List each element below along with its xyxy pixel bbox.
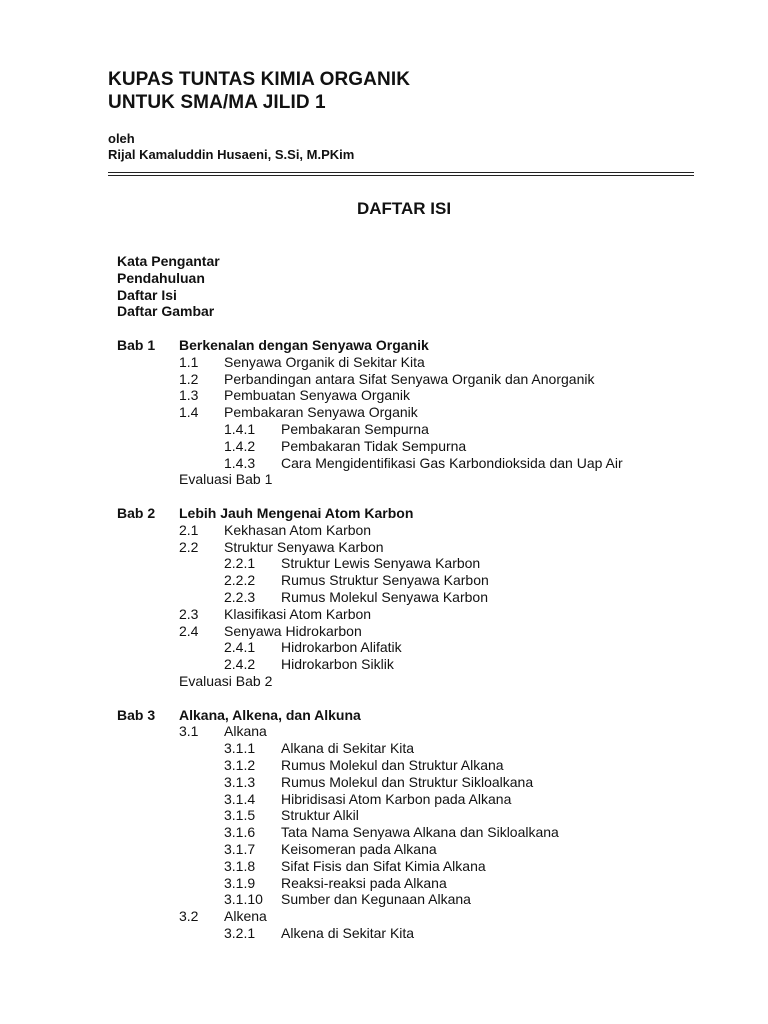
toc-entry-number: 3.1.3 xyxy=(224,773,256,790)
book-title-line-1: KUPAS TUNTAS KIMIA ORGANIK xyxy=(108,69,411,90)
toc-entry-number: 2.2.1 xyxy=(224,555,256,572)
toc-entry-number: 1.1 xyxy=(179,353,199,370)
toc-entry-number: 1.3 xyxy=(179,387,199,404)
toc-entry-title: Senyawa Hidrokarbon xyxy=(224,622,362,639)
front-matter-item[interactable]: Daftar Gambar xyxy=(117,303,215,320)
toc-entry-number: 2.4 xyxy=(179,622,199,639)
toc-entry-title: Lebih Jauh Mengenai Atom Karbon xyxy=(179,504,414,521)
toc-entry-number: 1.2 xyxy=(179,370,199,387)
toc-entry-number: 3.1.1 xyxy=(224,740,256,757)
toc-entry-number: 2.2 xyxy=(179,538,199,555)
page-heading: DAFTAR ISI xyxy=(356,199,452,218)
toc-entry-title: Alkena xyxy=(224,908,267,925)
toc-entry-number: 2.4.1 xyxy=(224,639,256,656)
toc-entry-title: Pembuatan Senyawa Organik xyxy=(224,387,410,404)
book-title-line-2: UNTUK SMA/MA JILID 1 xyxy=(108,92,326,113)
toc-entry-number: Bab 1 xyxy=(117,337,156,353)
toc-entry-title: Struktur Senyawa Karbon xyxy=(224,538,384,555)
toc-entry-title: Struktur Alkil xyxy=(281,807,359,824)
by-label: oleh xyxy=(108,131,135,146)
front-matter-item[interactable]: Kata Pengantar xyxy=(117,253,220,269)
front-matter-list xyxy=(117,253,220,320)
toc-entry-title: Pembakaran Senyawa Organik xyxy=(224,404,418,421)
toc-entry-title: Alkana di Sekitar Kita xyxy=(281,740,415,757)
toc-entry-title: Klasifikasi Atom Karbon xyxy=(224,605,372,622)
toc-entry-number: 3.1.10 xyxy=(224,891,263,908)
toc-entry-number: 2.3 xyxy=(179,605,199,622)
toc-entry-title: Kekhasan Atom Karbon xyxy=(224,521,372,538)
toc-entry-number: 3.1.6 xyxy=(224,824,256,841)
toc-entry-title: Evaluasi Bab 1 xyxy=(179,471,273,488)
toc-entry-title: Sumber dan Kegunaan Alkana xyxy=(281,891,471,908)
header-divider-bottom xyxy=(108,175,694,176)
toc-entry-title: Reaksi-reaksi pada Alkana xyxy=(281,874,447,891)
toc-entry-number: 2.1 xyxy=(179,521,199,538)
author-name: Rijal Kamaluddin Husaeni, S.Si, M.PKim xyxy=(108,147,355,162)
toc-entry-title: Senyawa Organik di Sekitar Kita xyxy=(224,353,425,370)
toc-entry-title: Pembakaran Tidak Sempurna xyxy=(281,437,467,454)
header-divider-top xyxy=(108,172,694,173)
front-matter-item[interactable]: Daftar Isi xyxy=(117,286,177,303)
toc-entry-title: Alkana, Alkena, dan Alkuna xyxy=(179,706,361,723)
toc-entry-number: 3.1.9 xyxy=(224,874,256,891)
toc-entry-number: 2.2.3 xyxy=(224,588,256,605)
toc-entry-number: 2.4.2 xyxy=(224,656,256,673)
toc-entry-title: Hidrokarbon Siklik xyxy=(281,656,394,673)
toc-entry-title: Sifat Fisis dan Sifat Kimia Alkana xyxy=(281,857,486,874)
toc-entry-number: 1.4.1 xyxy=(224,420,256,437)
toc-entry-title: Alkana xyxy=(224,723,267,740)
toc-entry-title: Berkenalan dengan Senyawa Organik xyxy=(179,337,429,353)
toc-entry-title: Rumus Molekul Senyawa Karbon xyxy=(281,588,488,605)
toc-entry-number: 1.4 xyxy=(179,404,199,421)
toc-entry-number: 3.2 xyxy=(179,908,199,925)
toc-entry-number: 3.1.7 xyxy=(224,840,256,857)
toc-entry-title: Rumus Molekul dan Struktur Alkana xyxy=(281,756,504,773)
toc-entry-number: 3.1.8 xyxy=(224,857,256,874)
toc-entry-number: Bab 3 xyxy=(117,706,156,723)
toc-entry-title: Hibridisasi Atom Karbon pada Alkana xyxy=(281,790,512,807)
toc-entry-number: 2.2.2 xyxy=(224,572,256,589)
toc-entry-title: Rumus Molekul dan Struktur Sikloalkana xyxy=(281,773,534,790)
toc-entry-title: Struktur Lewis Senyawa Karbon xyxy=(281,555,481,572)
toc-entry-number: Bab 2 xyxy=(117,504,156,521)
toc-entry-number: 3.1.5 xyxy=(224,807,256,824)
toc-entry-number: 3.1 xyxy=(179,723,199,740)
toc-entry-title: Alkena di Sekitar Kita xyxy=(281,924,415,941)
toc-entry-title: Perbandingan antara Sifat Senyawa Organik dan Anorganik xyxy=(224,370,595,387)
toc-entry-number: 1.4.3 xyxy=(224,454,256,471)
toc-entry-title: Keisomeran pada Alkana xyxy=(281,840,437,857)
toc-entry-title: Pembakaran Sempurna xyxy=(281,420,429,437)
toc-entry-title: Rumus Struktur Senyawa Karbon xyxy=(281,572,489,589)
toc-entry-number: 3.1.2 xyxy=(224,756,256,773)
toc-entry-title: Hidrokarbon Alifatik xyxy=(281,639,402,656)
front-matter-item[interactable]: Pendahuluan xyxy=(117,269,205,286)
toc-entry-title: Cara Mengidentifikasi Gas Karbondioksida dan Uap Air xyxy=(281,454,623,471)
toc-entry-title: Evaluasi Bab 2 xyxy=(179,672,273,689)
toc-entry-number: 3.1.4 xyxy=(224,790,256,807)
toc-entry-title: Tata Nama Senyawa Alkana dan Sikloalkana xyxy=(281,824,559,841)
toc-entry-number: 1.4.2 xyxy=(224,437,256,454)
toc-entry-number: 3.2.1 xyxy=(224,924,256,941)
